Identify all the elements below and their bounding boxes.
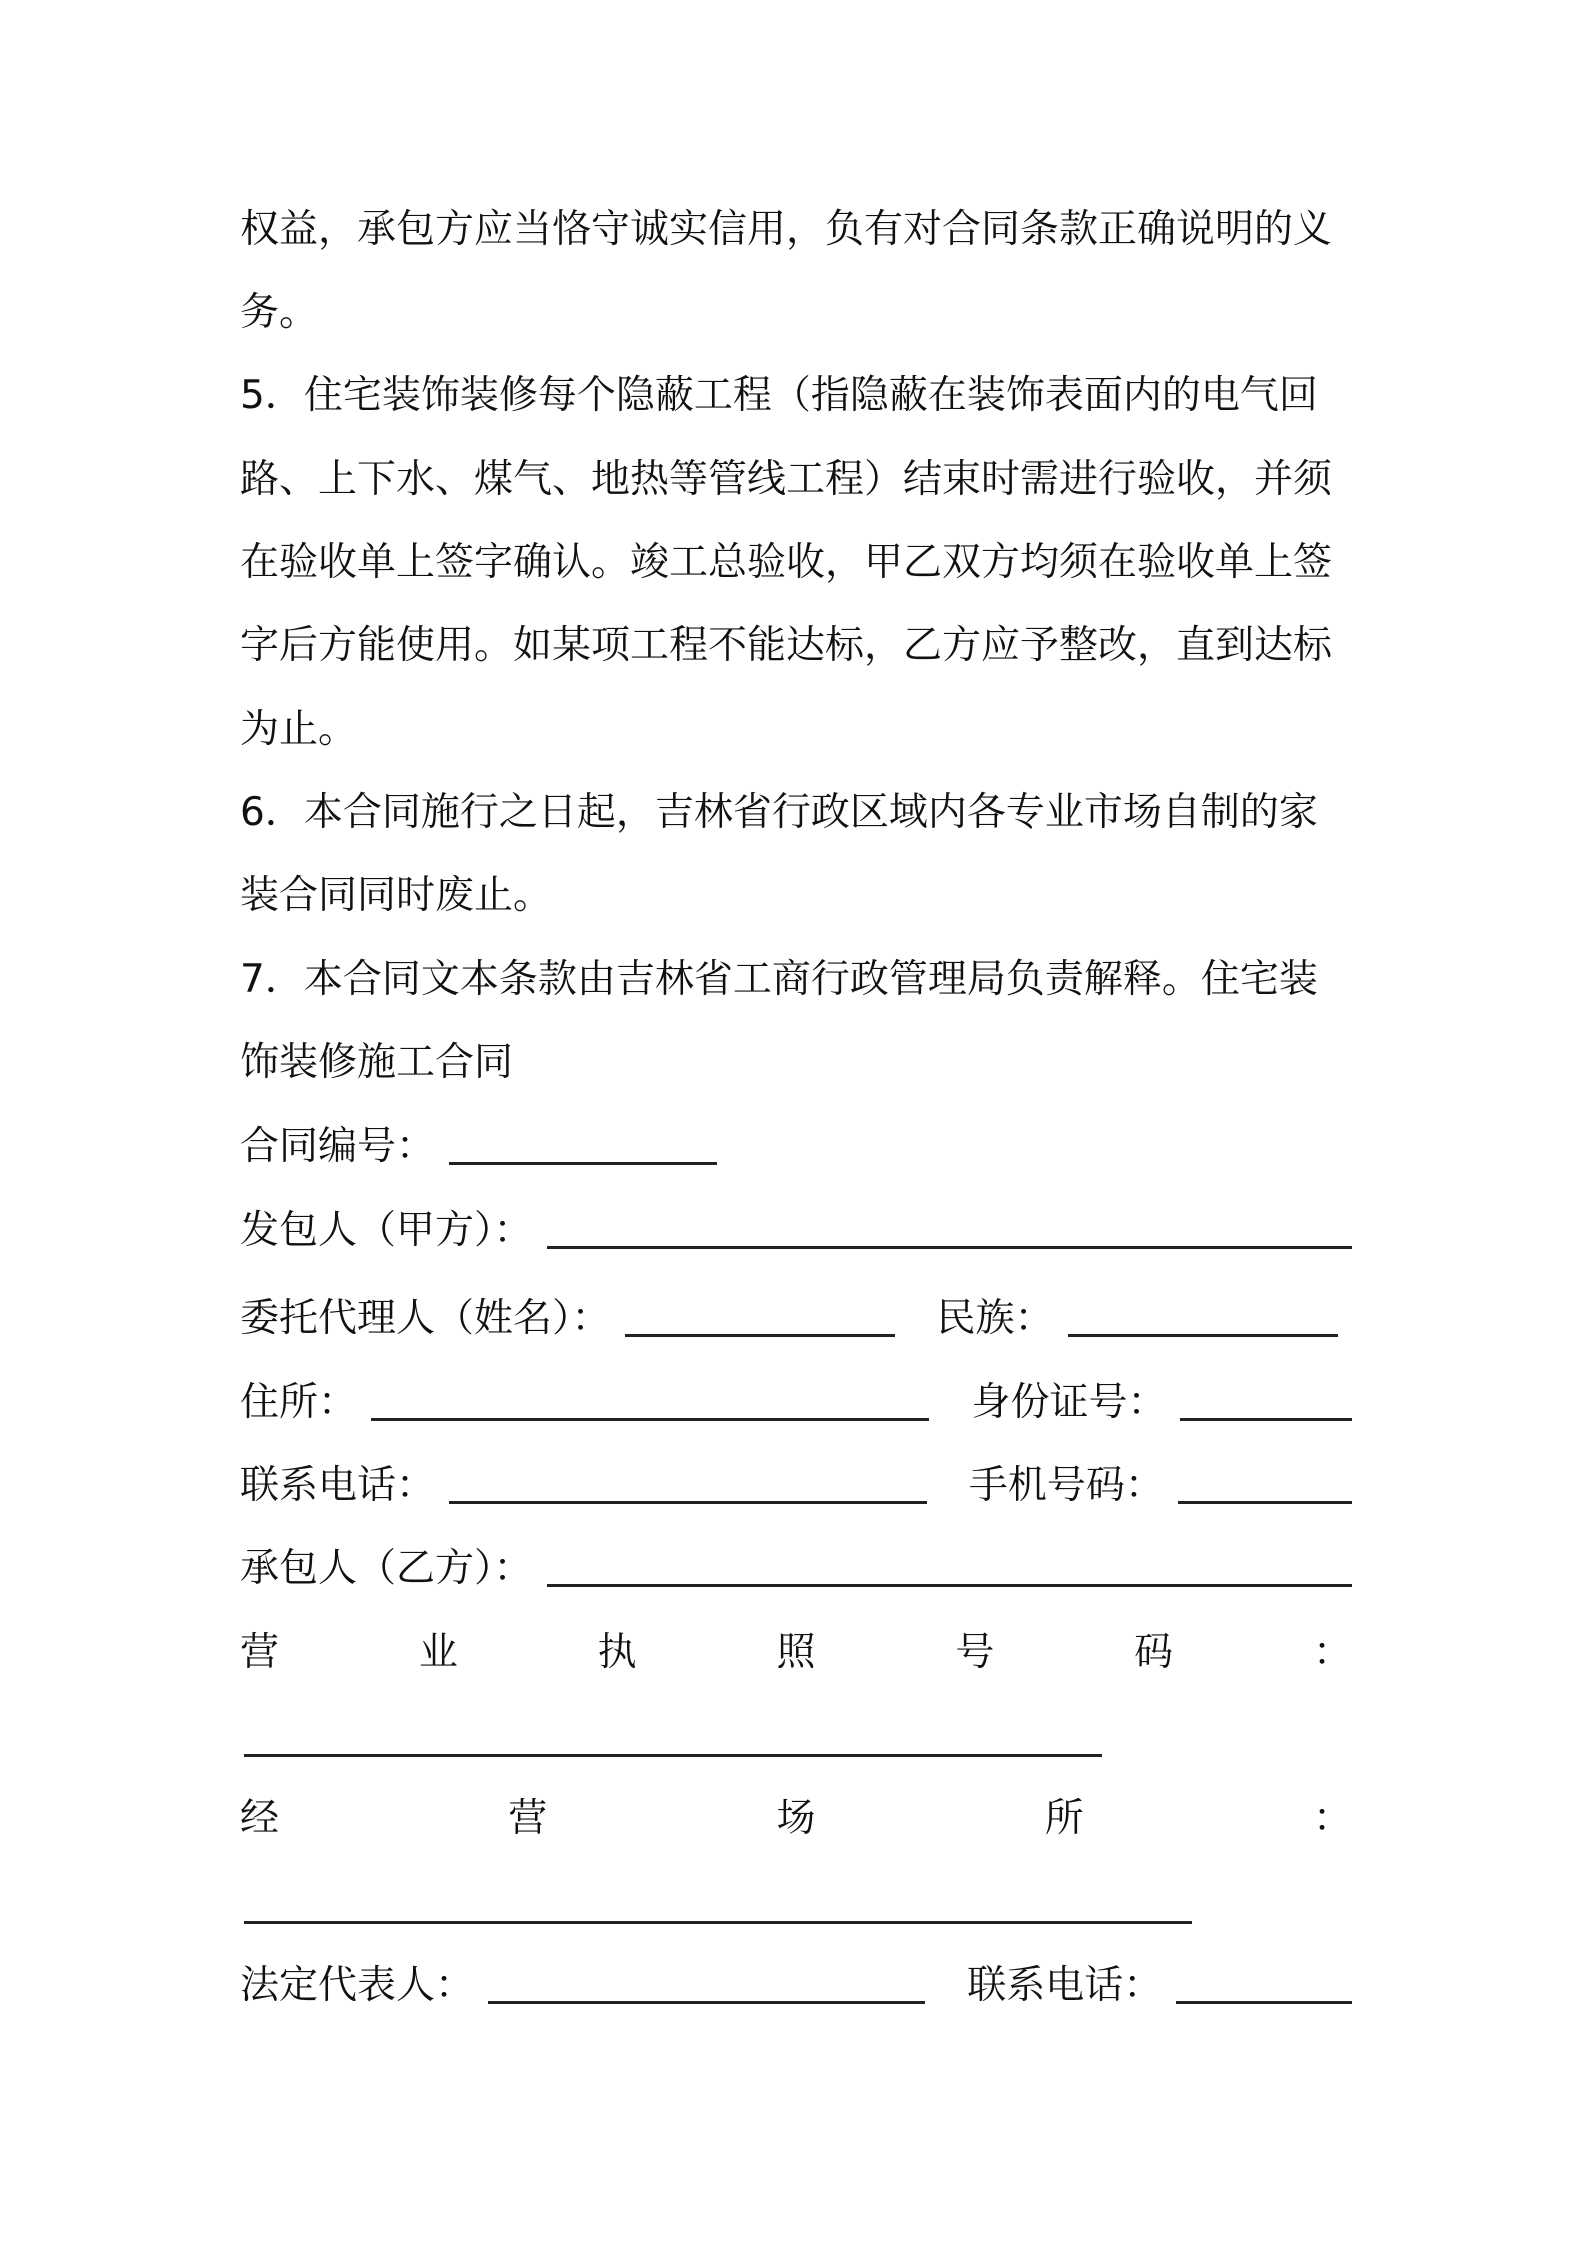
id-no-label: 身份证号： bbox=[971, 1380, 1167, 1425]
premises-blank[interactable] bbox=[244, 1921, 1192, 1924]
body-line-7: 为止。 bbox=[240, 707, 358, 752]
legal-rep-blank[interactable] bbox=[488, 1995, 925, 2004]
license-char-7: ： bbox=[1312, 1630, 1352, 1675]
premises-char-1: 经 bbox=[240, 1796, 280, 1841]
body-line-5: 在验收单上签字确认。竣工总验收，甲乙双方均须在验收单上签 bbox=[240, 540, 1333, 585]
legal-phone-blank[interactable] bbox=[1176, 1995, 1352, 2004]
premises-char-5: ： bbox=[1312, 1796, 1352, 1841]
license-char-4: 照 bbox=[776, 1630, 816, 1675]
address-blank[interactable] bbox=[371, 1412, 929, 1421]
party-b-label: 承包人（乙方）： bbox=[240, 1546, 533, 1591]
party-b-blank[interactable] bbox=[547, 1578, 1352, 1587]
party-a-row bbox=[240, 1208, 1352, 1253]
contract-no-blank[interactable] bbox=[449, 1156, 717, 1165]
body-line-4: 路、上下水、煤气、地热等管线工程）结束时需进行验收，并须 bbox=[240, 457, 1333, 502]
license-char-3: 执 bbox=[597, 1630, 637, 1675]
body-line-1: 权益，承包方应当恪守诚实信用，负有对合同条款正确说明的义 bbox=[240, 207, 1333, 252]
phone-row bbox=[240, 1463, 1352, 1508]
agent-row bbox=[240, 1296, 1352, 1341]
ethnicity-blank[interactable] bbox=[1068, 1328, 1338, 1337]
address-row bbox=[240, 1380, 1352, 1425]
legal-rep-row bbox=[240, 1963, 1352, 2008]
ethnicity-label: 民族： bbox=[936, 1296, 1054, 1341]
license-char-6: 码 bbox=[1134, 1630, 1174, 1675]
body-line-11: 饰装修施工合同 bbox=[240, 1040, 514, 1085]
phone-label: 联系电话： bbox=[240, 1463, 436, 1508]
mobile-label: 手机号码： bbox=[968, 1463, 1164, 1508]
party-b-row bbox=[240, 1546, 1352, 1591]
phone-blank[interactable] bbox=[449, 1495, 927, 1504]
body-line-10: 7．本合同文本条款由吉林省工商行政管理局负责解释。住宅装 bbox=[240, 957, 1318, 1002]
body-line-9: 装合同同时废止。 bbox=[240, 873, 553, 918]
body-line-6: 字后方能使用。如某项工程不能达标，乙方应予整改，直到达标 bbox=[240, 623, 1333, 668]
party-a-blank[interactable] bbox=[547, 1240, 1352, 1249]
license-no-label bbox=[240, 1630, 1352, 1675]
legal-phone-label: 联系电话： bbox=[967, 1963, 1163, 2008]
legal-rep-label: 法定代表人： bbox=[240, 1963, 475, 2008]
premises-char-2: 营 bbox=[508, 1796, 548, 1841]
address-label: 住所： bbox=[240, 1380, 358, 1425]
mobile-blank[interactable] bbox=[1178, 1495, 1352, 1504]
license-char-2: 业 bbox=[418, 1630, 458, 1675]
party-a-label: 发包人（甲方）： bbox=[240, 1208, 533, 1253]
contract-no-row bbox=[240, 1124, 1352, 1169]
agent-name-blank[interactable] bbox=[625, 1328, 895, 1337]
agent-name-label: 委托代理人（姓名）： bbox=[240, 1296, 611, 1341]
premises-label bbox=[240, 1796, 1352, 1841]
premises-char-4: 所 bbox=[1044, 1796, 1084, 1841]
body-line-8: 6．本合同施行之日起，吉林省行政区域内各专业市场自制的家 bbox=[240, 790, 1318, 835]
license-char-5: 号 bbox=[955, 1630, 995, 1675]
license-char-1: 营 bbox=[240, 1630, 280, 1675]
body-line-3: 5．住宅装饰装修每个隐蔽工程（指隐蔽在装饰表面内的电气回 bbox=[240, 373, 1318, 418]
license-no-blank[interactable] bbox=[244, 1754, 1102, 1757]
body-line-2: 务。 bbox=[240, 290, 319, 335]
id-no-blank[interactable] bbox=[1180, 1412, 1352, 1421]
premises-char-3: 场 bbox=[776, 1796, 816, 1841]
contract-no-label: 合同编号： bbox=[240, 1124, 436, 1169]
